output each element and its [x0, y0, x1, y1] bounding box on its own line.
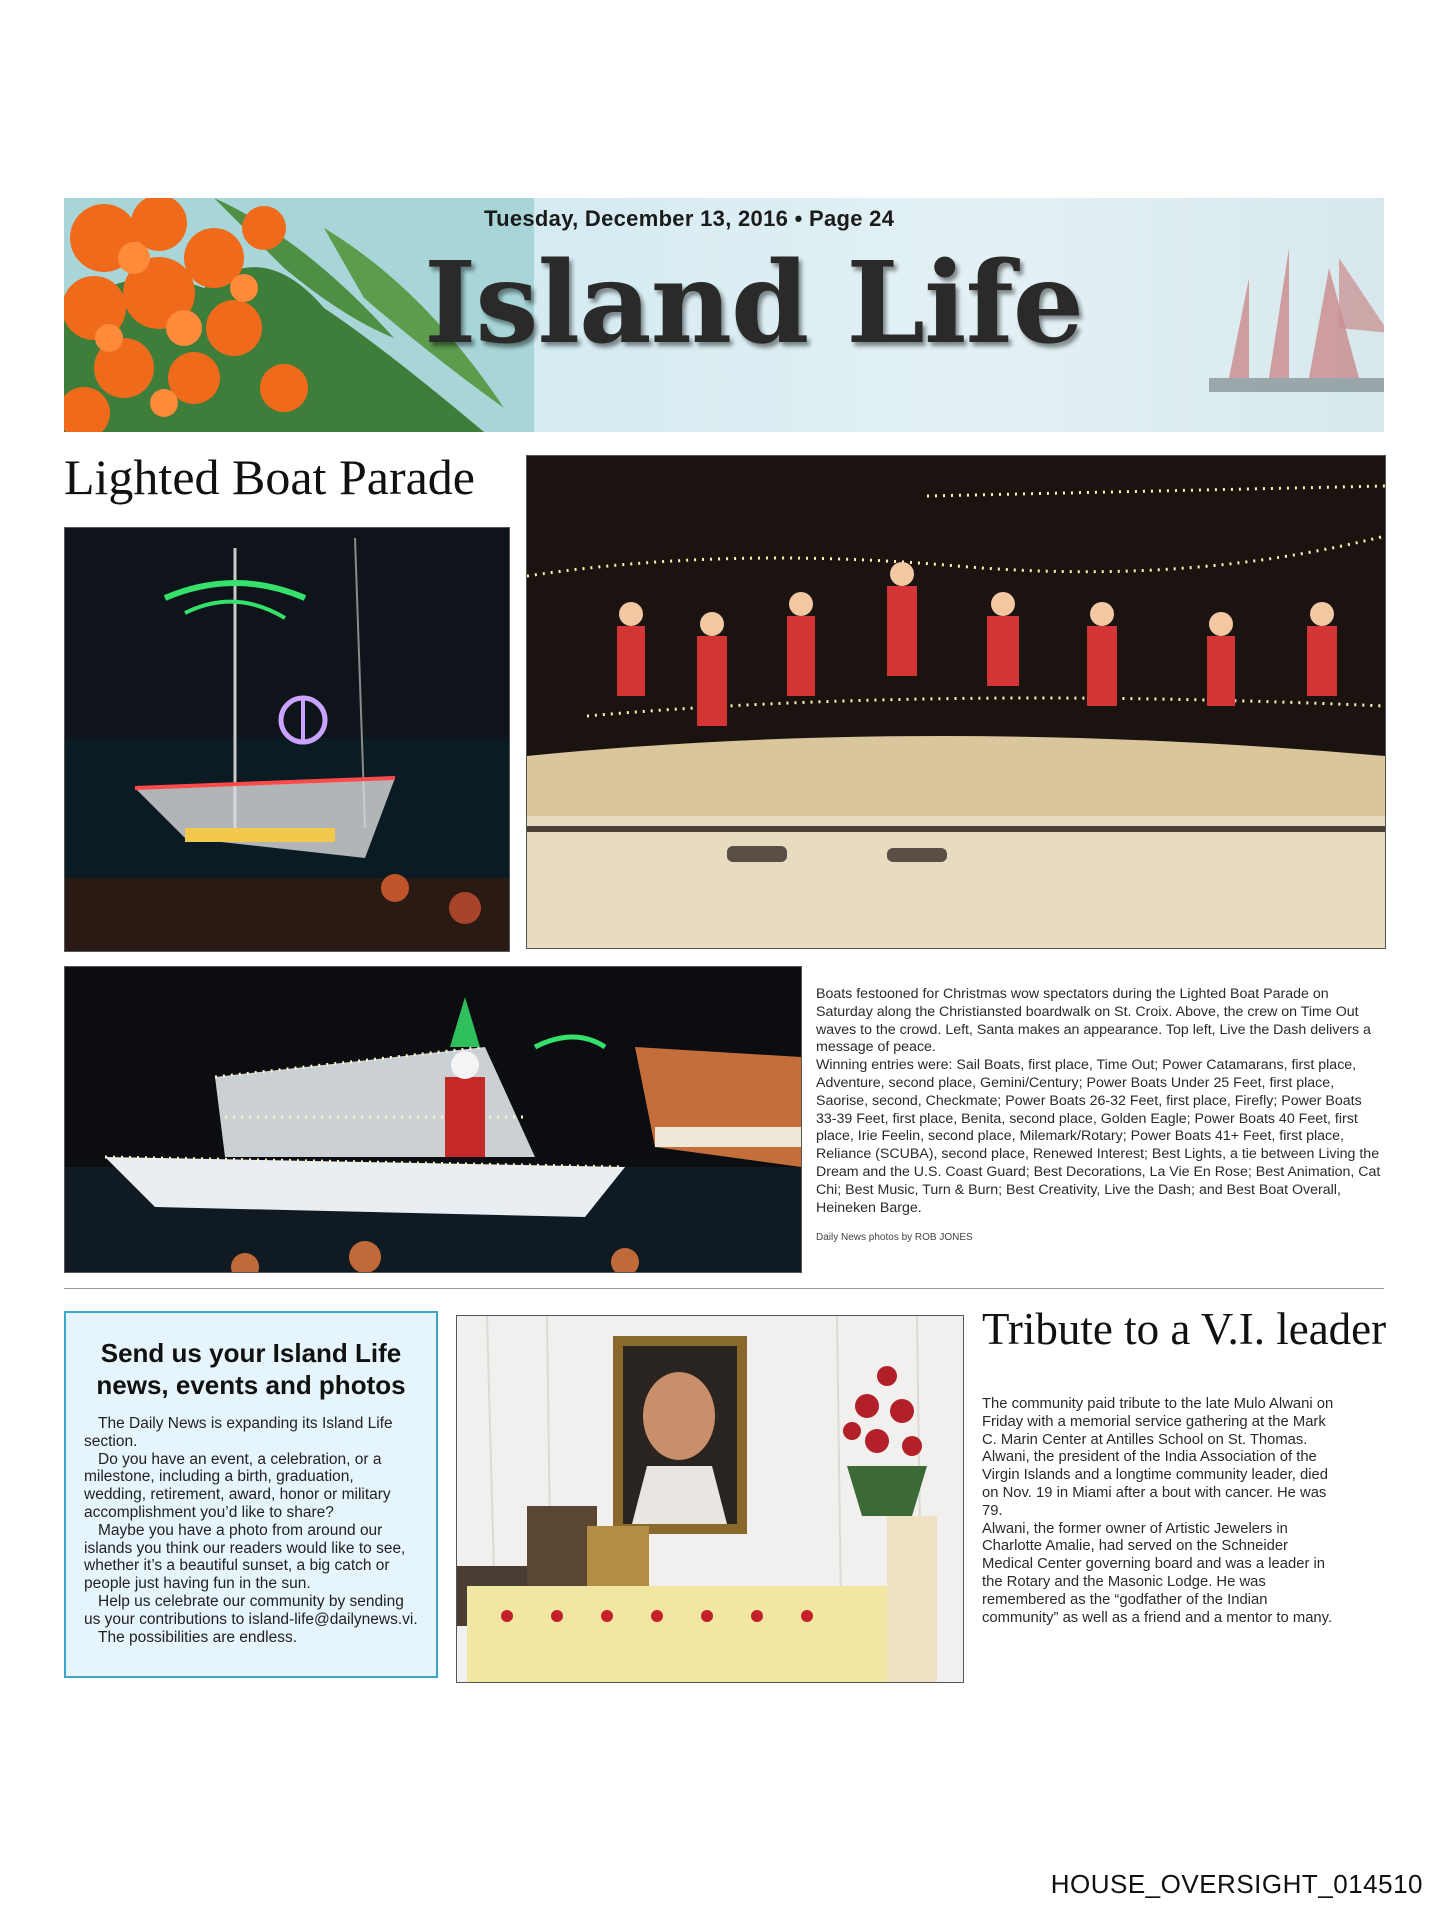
document-id: HOUSE_OVERSIGHT_014510	[1050, 1869, 1423, 1899]
section-title: Island Life	[424, 238, 1084, 369]
memorial-photo	[456, 1315, 964, 1683]
promo-title-line: news, events and photos	[96, 1370, 406, 1400]
tribute-body	[982, 1396, 1342, 1627]
promo-paragraph: The possibilities are endless.	[98, 1628, 298, 1646]
caption-paragraph: Winning entries were: Sail Boats, first place, Time Out; Power Catamarans, first place, Adventure, second place, Gemini/Century; Power Boats Under 25 Feet, first place, Saorise, second, Checkmate; Power Boats 26-32 Feet, first place, Firefly; Power Boats 33-39 Feet, first place, Benita, second place, Golden Eagle; Power Boats 40 Feet, first place, Irie Feelin, second place, Milemark/Rotary; Power Boats 41+ Feet, first place, Reliance (SCUBA), second place, Renewed Interest; Best Lights, a tie between Living the Dream and the U.S. Coast Guard; Best Decorations, La Vie En Rose; Best Animation, Cat Chi; Best Music, Turn & Burn; Best Creativity, Live the Dash; and Best Boat Overall, Heineken Barge.	[816, 1057, 1381, 1216]
tribute-headline: Tribute to a V.I. leader	[982, 1304, 1387, 1354]
time-out-crew-photo	[526, 455, 1386, 949]
promo-paragraph: Maybe you have a photo from around our islands you think our readers would like to see, whether it’s a beautiful sunset, a big catch or people just having fun in the sun.	[84, 1521, 406, 1593]
island-life-promo-box	[64, 1311, 438, 1678]
promo-title	[66, 1337, 436, 1401]
promo-paragraph: Help us celebrate our community by sending us your contributions to island-life@dailynews.vi.	[84, 1592, 418, 1628]
promo-paragraph: The Daily News is expanding its Island Life section.	[84, 1415, 393, 1450]
caption-paragraph: Boats festooned for Christmas wow spectators during the Lighted Boat Parade on Saturday along the Christiansted boardwalk on St. Croix. Above, the crew on Time Out waves to the crowd. Left, Santa makes an appearance. Top left, Live the Dash delivers a message of peace.	[816, 986, 1371, 1056]
promo-title-line: Send us your Island Life	[100, 1338, 402, 1368]
dateline: Tuesday, December 13, 2016 • Page 24	[484, 206, 895, 231]
promo-body	[66, 1415, 436, 1646]
peace-boat-photo	[64, 527, 510, 952]
boat-parade-caption	[816, 986, 1384, 1217]
tribute-paragraph: The community paid tribute to the late Mulo Alwani on Friday with a memorial service gathering at the Mark C. Marin Center at Antilles School on St. Thomas. Alwani, the president of the India Association of the Virgin Islands and a longtime community leader, died on Nov. 19 in Miami after a bout with cancer. He was 79.	[982, 1396, 1334, 1519]
santa-boat-photo	[64, 966, 802, 1273]
section-divider	[64, 1288, 1384, 1289]
tribute-paragraph: Alwani, the former owner of Artistic Jewelers in Charlotte Amalie, had served on the Schneider Medical Center governing board and was a leader in the Rotary and the Masonic Lodge. He was remembered as the “godfather of the Indian community” as well as a friend and a mentor to many.	[982, 1520, 1333, 1626]
promo-paragraph: Do you have an event, a celebration, or a milestone, including a birth, graduation, wedding, retirement, award, honor or military accomplishment you’d like to share?	[84, 1450, 391, 1521]
photo-credit: Daily News photos by ROB JONES	[816, 1232, 973, 1243]
sailboat-image	[1189, 238, 1384, 418]
boat-parade-headline: Lighted Boat Parade	[64, 449, 475, 505]
section-masthead	[64, 198, 1384, 432]
